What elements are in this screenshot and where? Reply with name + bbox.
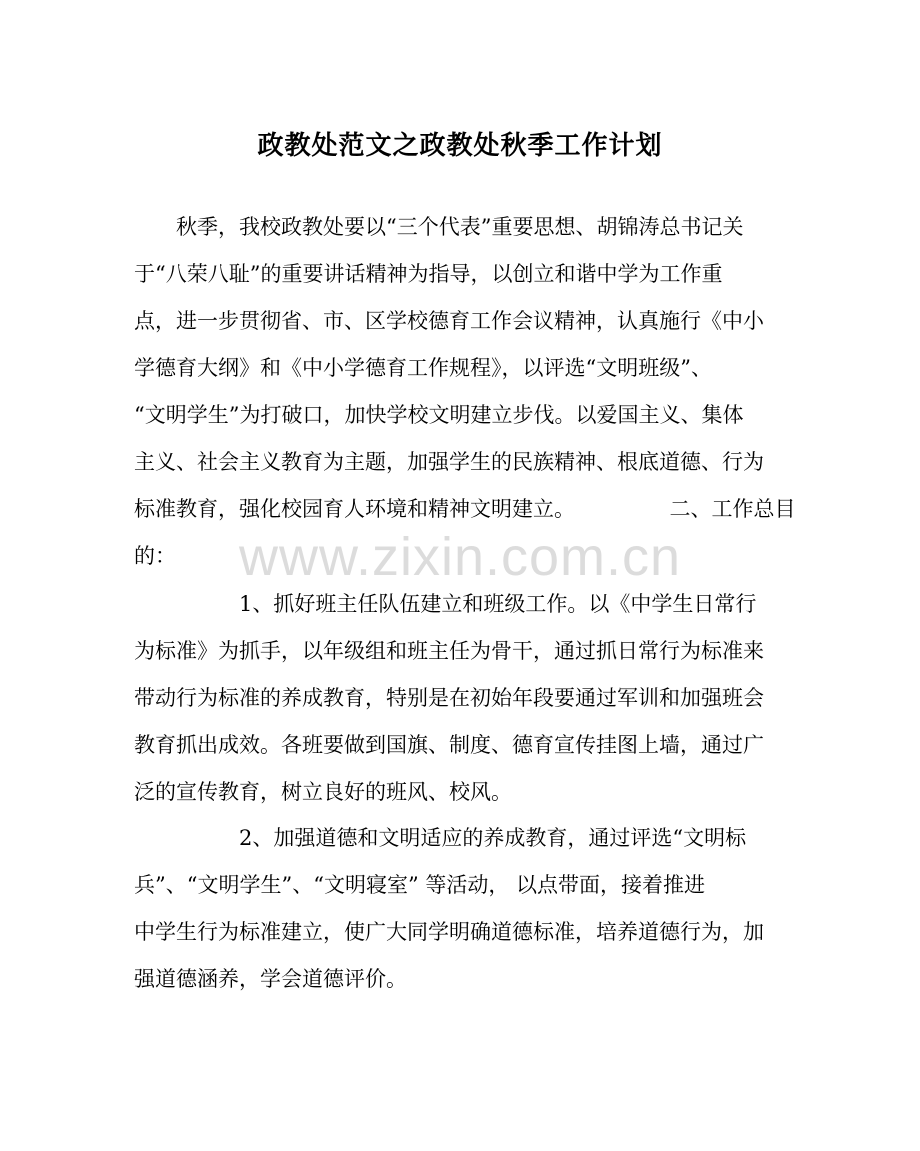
document-title: 政教处范文之政教处秋季工作计划 bbox=[257, 131, 663, 161]
body-line-14: 2、加强道德和文明适应的养成教育，通过评选“文明标 bbox=[134, 826, 747, 850]
body-line-4: 学德育大纲》和《中小学德育工作规程》，以评选“文明班级”、 bbox=[134, 356, 712, 380]
body-line-6: 主义、社会主义教育为主题，加强学生的民族精神、根底道德、行为 bbox=[134, 450, 764, 474]
body-line-1: 秋季，我校政教处要以“三个代表”重要思想、胡锦涛总书记关 bbox=[134, 215, 744, 239]
watermark-text: www.zixin.com.cn bbox=[238, 527, 682, 587]
body-line-15: 兵”、“文明学生”、“文明寝室” 等活动， 以点带面，接着推进 bbox=[134, 873, 706, 897]
body-line-13: 泛的宣传教育，树立良好的班风、校风。 bbox=[134, 780, 512, 804]
body-line-10: 为标准》为抓手，以年级组和班主任为骨干，通过抓日常行为标准来 bbox=[134, 639, 764, 663]
body-line-12: 教育抓出成效。各班要做到国旗、制度、德育宣传挂图上墙，通过广 bbox=[134, 733, 764, 757]
body-line-2: 于“八荣八耻”的重要讲话精神为指导，以创立和谐中学为工作重 bbox=[134, 262, 723, 286]
body-line-9: 1、抓好班主任队伍建立和班级工作。以《中学生日常行 bbox=[134, 592, 757, 616]
body-line-8: 的： bbox=[134, 544, 176, 568]
body-line-3: 点，进一步贯彻省、市、区学校德育工作会议精神，认真施行《中小 bbox=[134, 309, 764, 333]
body-line-11: 带动行为标准的养成教育，特别是在初始年段要通过军训和加强班会 bbox=[134, 686, 764, 710]
body-line-5: “文明学生”为打破口，加快学校文明建立步伐。以爱国主义、集体 bbox=[134, 403, 744, 427]
body-line-7: 标准教育，强化校园育人环境和精神文明建立。 二、工作总目 bbox=[134, 497, 796, 521]
body-line-17: 强道德涵养，学会道德评价。 bbox=[134, 967, 407, 991]
body-line-16: 中学生行为标准建立，使广大同学明确道德标准，培养道德行为，加 bbox=[134, 920, 764, 944]
